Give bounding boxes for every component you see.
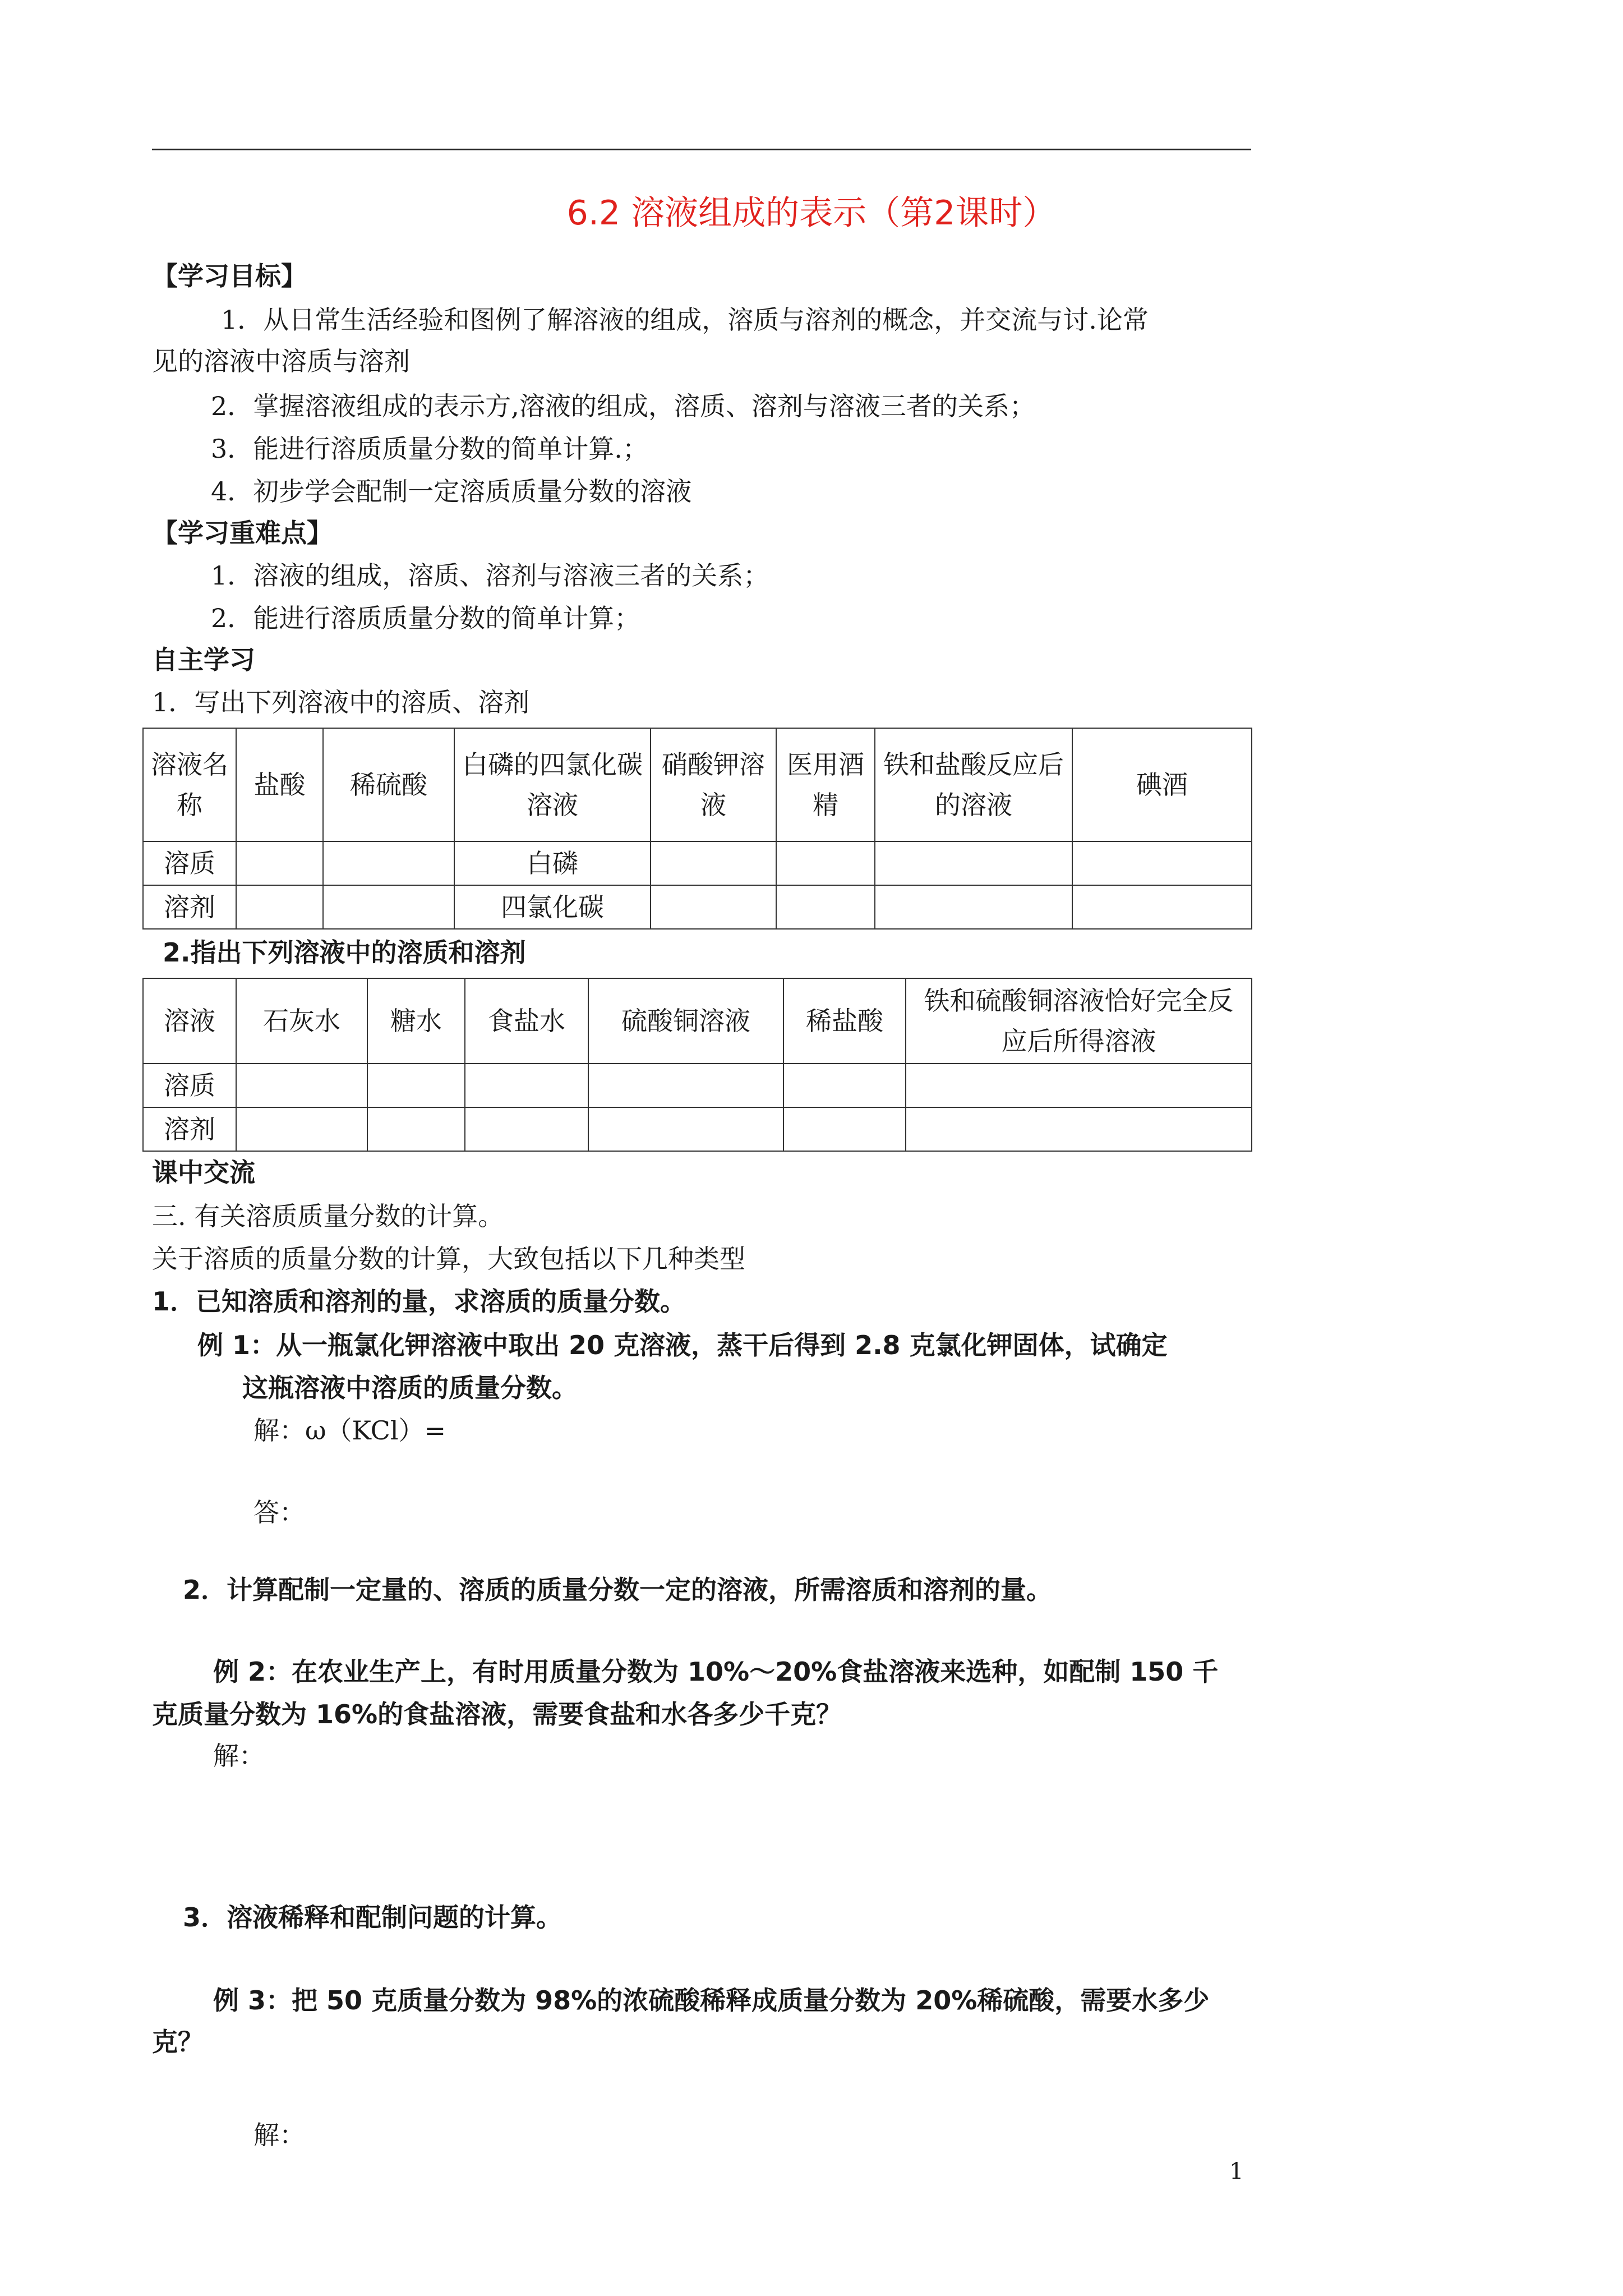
table-header-cell: 医用酒精 [776, 728, 875, 841]
table-header-cell: 糖水 [367, 978, 465, 1064]
table-cell: 溶质 [143, 1064, 236, 1107]
class-heading: 课中交流 [152, 1157, 255, 1188]
self-study-heading: 自主学习 [152, 645, 255, 675]
example-2-solution: 解： [213, 1741, 265, 1771]
objective-1: 1．从日常生活经验和图例了解溶液的组成，溶质与溶剂的概念，并交流与讨.论常 [221, 305, 1149, 335]
table-cell: 溶质 [143, 841, 236, 885]
table-header-cell: 铁和硫酸铜溶液恰好完全反应后所得溶液 [906, 978, 1252, 1064]
table-cell [1072, 885, 1252, 929]
table-cell: 溶剂 [143, 885, 236, 929]
solute-solvent-table-1 [142, 728, 1252, 930]
table-header-cell: 溶液名称 [143, 728, 236, 841]
table-cell: 溶剂 [143, 1107, 236, 1151]
table-cell [906, 1107, 1252, 1151]
page-number: 1 [1229, 2159, 1244, 2184]
objective-3: 3．能进行溶质质量分数的简单计算.； [211, 434, 648, 464]
example-1-line-2: 这瓶溶液中溶质的质量分数。 [242, 1373, 578, 1403]
table-cell [236, 841, 323, 885]
table-cell [588, 1064, 783, 1107]
example-3-line-1: 例 3：把 50 克质量分数为 98%的浓硫酸稀释成质量分数为 20%稀硫酸，需要水多少 [213, 1985, 1210, 2016]
table-cell [776, 841, 875, 885]
table-cell [323, 885, 454, 929]
question-2: 2.指出下列溶液中的溶质和溶剂 [163, 937, 526, 968]
section-3-title: 三. 有关溶质质量分数的计算。 [152, 1201, 504, 1231]
objectives-heading: 【学习目标】 [152, 261, 307, 291]
table-cell [776, 885, 875, 929]
table-cell: 白磷 [454, 841, 651, 885]
key-point-2: 2．能进行溶质质量分数的简单计算； [211, 603, 640, 633]
example-3-line-2: 克？ [152, 2027, 204, 2057]
table-cell [875, 885, 1072, 929]
table-cell [651, 885, 776, 929]
table-cell [323, 841, 454, 885]
table-cell [465, 1064, 588, 1107]
table-cell [367, 1107, 465, 1151]
objective-4: 4．初步学会配制一定溶质质量分数的溶液 [211, 476, 692, 507]
solute-solvent-table-2 [142, 978, 1252, 1152]
table-cell [783, 1107, 906, 1151]
calc-type-3: 3．溶液稀释和配制问题的计算。 [183, 1902, 562, 1932]
example-2-line-1: 例 2：在农业生产上，有时用质量分数为 10%～20%食盐溶液来选种，如配制 150 千 [213, 1657, 1219, 1687]
table-header-cell: 溶液 [143, 978, 236, 1064]
example-3-solution: 解： [253, 2120, 305, 2150]
table-cell [588, 1107, 783, 1151]
header-rule [152, 149, 1251, 150]
table-cell [651, 841, 776, 885]
table-cell [783, 1064, 906, 1107]
calc-type-1: 1．已知溶质和溶剂的量，求溶质的质量分数。 [152, 1286, 686, 1317]
table-cell [236, 1107, 367, 1151]
table-cell [875, 841, 1072, 885]
table-header-cell: 石灰水 [236, 978, 367, 1064]
example-1-solution: 解：ω（KCl）= [253, 1415, 446, 1446]
table-cell [465, 1107, 588, 1151]
calc-intro: 关于溶质的质量分数的计算，大致包括以下几种类型 [152, 1244, 745, 1274]
table-header-cell: 硝酸钾溶液 [651, 728, 776, 841]
calc-type-2: 2．计算配制一定量的、溶质的质量分数一定的溶液，所需溶质和溶剂的量。 [183, 1575, 1053, 1605]
table-header-cell: 稀盐酸 [783, 978, 906, 1064]
question-1: 1．写出下列溶液中的溶质、溶剂 [152, 687, 530, 717]
table-cell: 四氯化碳 [454, 885, 651, 929]
page-title: 6.2 溶液组成的表示（第2课时） [566, 194, 1057, 233]
table-cell [236, 1064, 367, 1107]
key-points-heading: 【学习重难点】 [152, 518, 333, 548]
table-header-cell: 白磷的四氯化碳溶液 [454, 728, 651, 841]
table-header-cell: 硫酸铜溶液 [588, 978, 783, 1064]
table-cell [367, 1064, 465, 1107]
example-1-line-1: 例 1：从一瓶氯化钾溶液中取出 20 克溶液，蒸干后得到 2.8 克氯化钾固体，试确定 [197, 1330, 1168, 1360]
table-header-cell: 碘酒 [1072, 728, 1252, 841]
table-header-cell: 食盐水 [465, 978, 588, 1064]
objective-1-cont: 见的溶液中溶质与溶剂 [152, 346, 410, 376]
table-header-cell: 稀硫酸 [323, 728, 454, 841]
table-cell [236, 885, 323, 929]
table-header-cell: 盐酸 [236, 728, 323, 841]
table-cell [906, 1064, 1252, 1107]
table-header-cell: 铁和盐酸反应后的溶液 [875, 728, 1072, 841]
example-1-answer: 答： [253, 1497, 305, 1527]
example-2-line-2: 克质量分数为 16%的食盐溶液，需要食盐和水各多少千克？ [152, 1699, 842, 1729]
objective-2: 2．掌握溶液组成的表示方,溶液的组成，溶质、溶剂与溶液三者的关系； [211, 391, 1035, 421]
key-point-1: 1．溶液的组成，溶质、溶剂与溶液三者的关系； [211, 560, 769, 591]
table-cell [1072, 841, 1252, 885]
